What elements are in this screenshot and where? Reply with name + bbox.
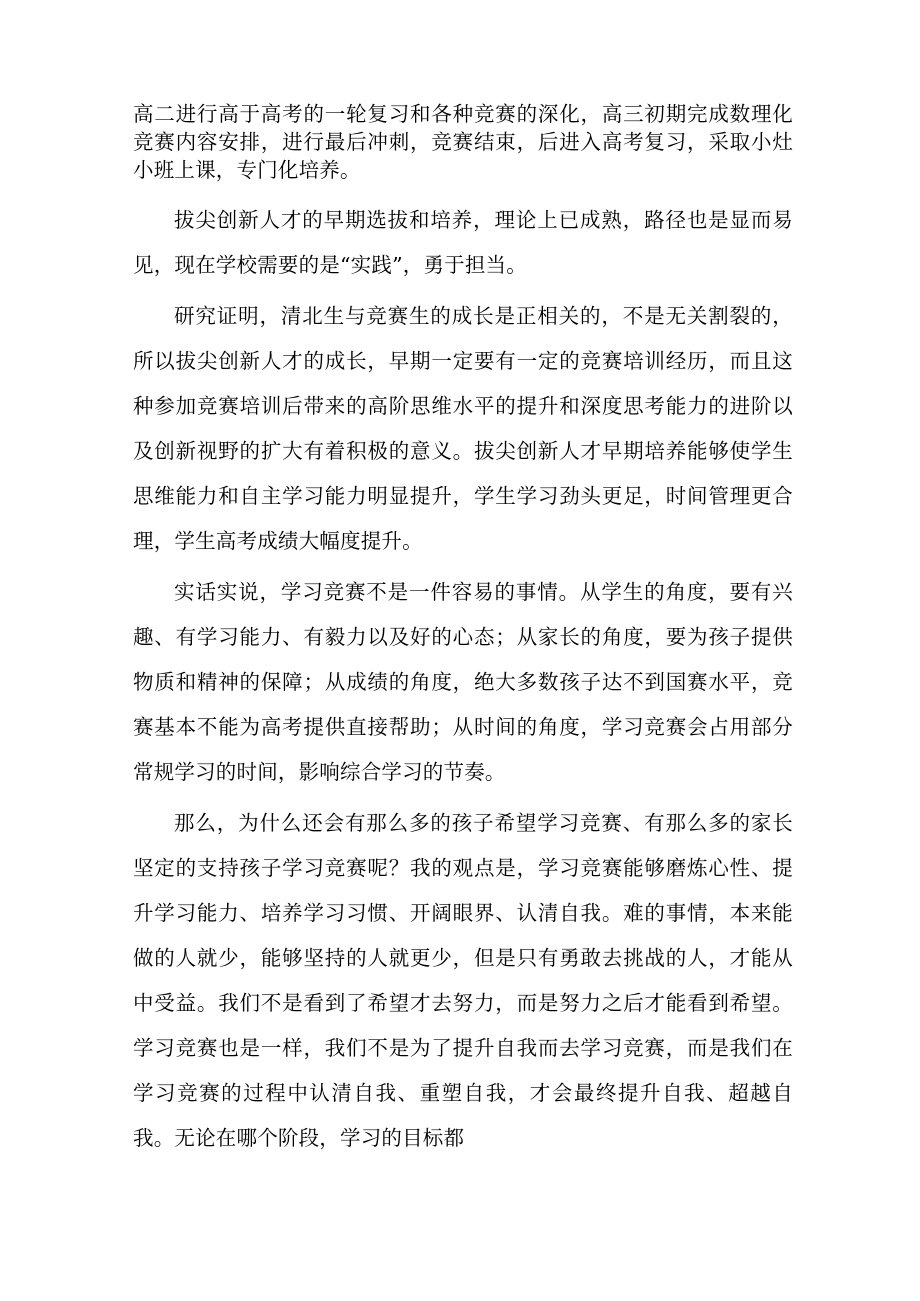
document-body [133, 100, 793, 1167]
paragraph-continuation: 高二进行高于高考的一轮复习和各种竞赛的深化，高三初期完成数理化竞赛内容安排，进行最后冲刺，竞赛结束，后进入高考复习，采取小灶小班上课，专门化培养。 [133, 102, 793, 182]
paragraph-research: 研究证明，清北生与竞赛生的成长是正相关的，不是无关割裂的，所以拔尖创新人才的成长，早期一定要有一定的竞赛培训经历，而且这种参加竞赛培训后带来的高阶思维水平的提升和深度思考能力的进阶以及创新视野的扩大有着积极的意义。拔尖创新人才早期培养能够使学生思维能力和自主学习能力明显提升，学生学习劲头更足，时间管理更合理，学生高考成绩大幅度提升。 [133, 304, 793, 553]
paragraph-talent-selection: 拔尖创新人才的早期选拔和培养，理论上已成熟，路径也是显而易见，现在学校需要的是“实践”，勇于担当。 [133, 208, 793, 277]
paragraph-difficulty: 实话实说，学习竞赛不是一件容易的事情。从学生的角度，要有兴趣、有学习能力、有毅力以及好的心态；从家长的角度，要为孩子提供物质和精神的保障；从成绩的角度，绝大多数孩子达不到国赛水平，竞赛基本不能为高考提供直接帮助；从时间的角度，学习竞赛会占用部分常规学习的时间，影响综合学习的节奏。 [133, 580, 793, 784]
paragraph-viewpoint: 那么，为什么还会有那么多的孩子希望学习竞赛、有那么多的家长坚定的支持孩子学习竞赛呢？我的观点是，学习竞赛能够磨炼心性、提升学习能力、培养学习习惯、开阔眼界、认清自我。难的事情，本来能做的人就少，能够坚持的人就更少，但是只有勇敢去挑战的人，才能从中受益。我们不是看到了希望才去努力，而是努力之后才能看到希望。学习竞赛也是一样，我们不是为了提升自我而去学习竞赛，而是我们在学习竞赛的过程中认清自我、重塑自我，才会最终提升自我、超越自我。无论在哪个阶段，学习的目标都 [133, 811, 793, 1150]
